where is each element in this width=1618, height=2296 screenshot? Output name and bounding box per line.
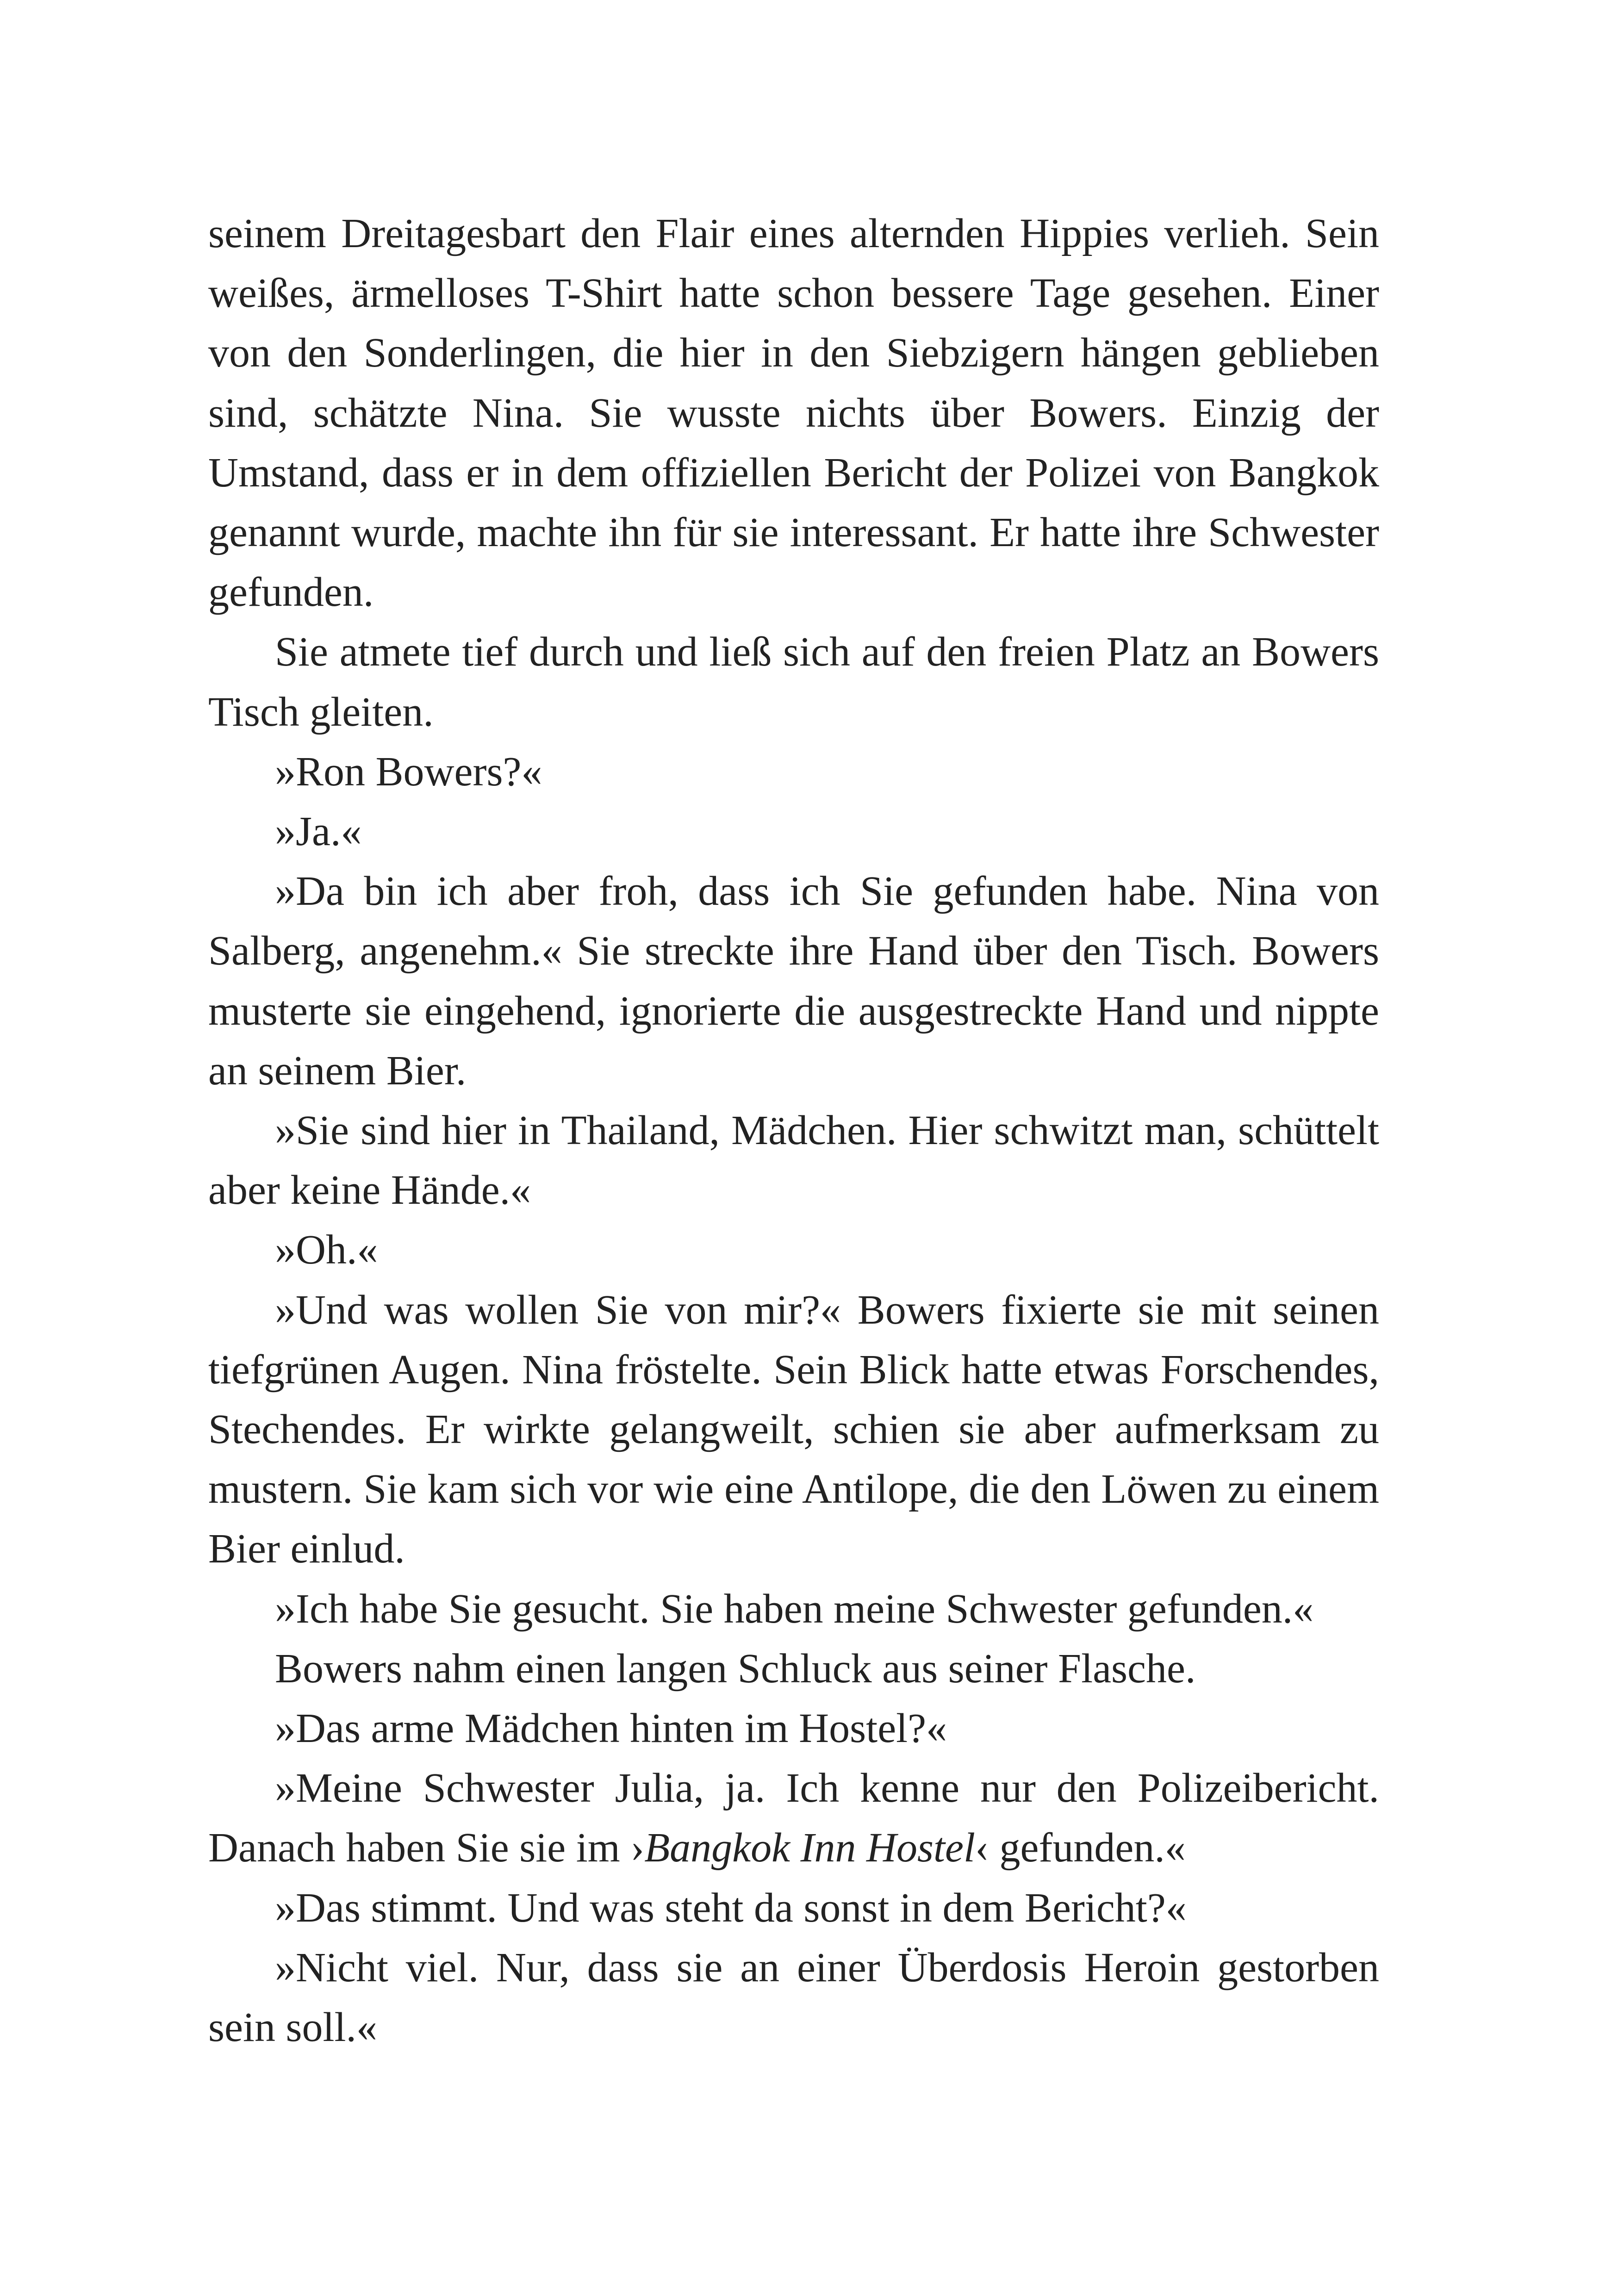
dialogue-line: »Oh.« — [275, 1227, 378, 1273]
body-text — [208, 204, 1379, 2057]
dialogue-line: »Nicht viel. Nur, dass sie an einer Überdosis Heroin gestorben sein soll.« — [208, 1944, 1379, 2051]
dialogue-line: »Ich habe Sie gesucht. Sie haben meine Schwester gefunden.« — [275, 1586, 1314, 1632]
paragraph: Sie atmete tief durch und ließ sich auf den freien Platz an Bowers Tisch gleiten. — [208, 629, 1379, 735]
dialogue-line: »Das arme Mädchen hinten im Hostel?« — [275, 1705, 947, 1752]
paragraph: »Da bin ich aber froh, dass ich Sie gefunden habe. Nina von Salberg, angenehm.« Sie streckte ihre Hand über den Tisch. Bowers musterte sie eingehend, ignorierte die ausgestreckte Hand und nippte an seinem Bier. — [208, 868, 1379, 1094]
dialogue-line — [208, 1758, 1379, 1878]
paragraph: seinem Dreitagesbart den Flair eines alternden Hippies verlieh. Sein weißes, ärmelloses T-Shirt hatte schon bessere Tage gesehen. Einer von den Sonderlingen, die hier in den Siebzigern hängen geblieben sind, schätzte Nina. Sie wusste nichts über Bowers. Einzig der Umstand, dass er in dem offiziellen Bericht der Polizei von Bangkok genannt wurde, machte ihn für sie interessant. Er hatte ihre Schwester gefunden. — [208, 211, 1379, 616]
text-segment: »Meine Schwester Julia, ja. Ich kenne nur den Polizeibericht. Danach haben Sie sie im › — [208, 1765, 1379, 1871]
hostel-name: Bangkok Inn Hostel — [644, 1825, 976, 1871]
dialogue-line: »Ja.« — [275, 809, 362, 855]
paragraph: Bowers nahm einen langen Schluck aus seiner Flasche. — [275, 1645, 1196, 1692]
text-segment: ‹ gefunden.« — [975, 1825, 1186, 1871]
dialogue-line: »Sie sind hier in Thailand, Mädchen. Hier schwitzt man, schüttelt aber keine Hände.« — [208, 1108, 1379, 1213]
dialogue-line: »Das stimmt. Und was steht da sonst in dem Bericht?« — [275, 1885, 1187, 1931]
paragraph: »Und was wollen Sie von mir?« Bowers fixierte sie mit seinen tiefgrünen Augen. Nina fröstelte. Sein Blick hatte etwas Forschendes, Stechendes. Er wirkte gelangweilt, schien sie aber aufmerksam zu mustern. Sie kam sich vor wie eine Antilope, die den Löwen zu einem Bier einlud. — [208, 1287, 1379, 1572]
dialogue-line: »Ron Bowers?« — [275, 748, 542, 795]
